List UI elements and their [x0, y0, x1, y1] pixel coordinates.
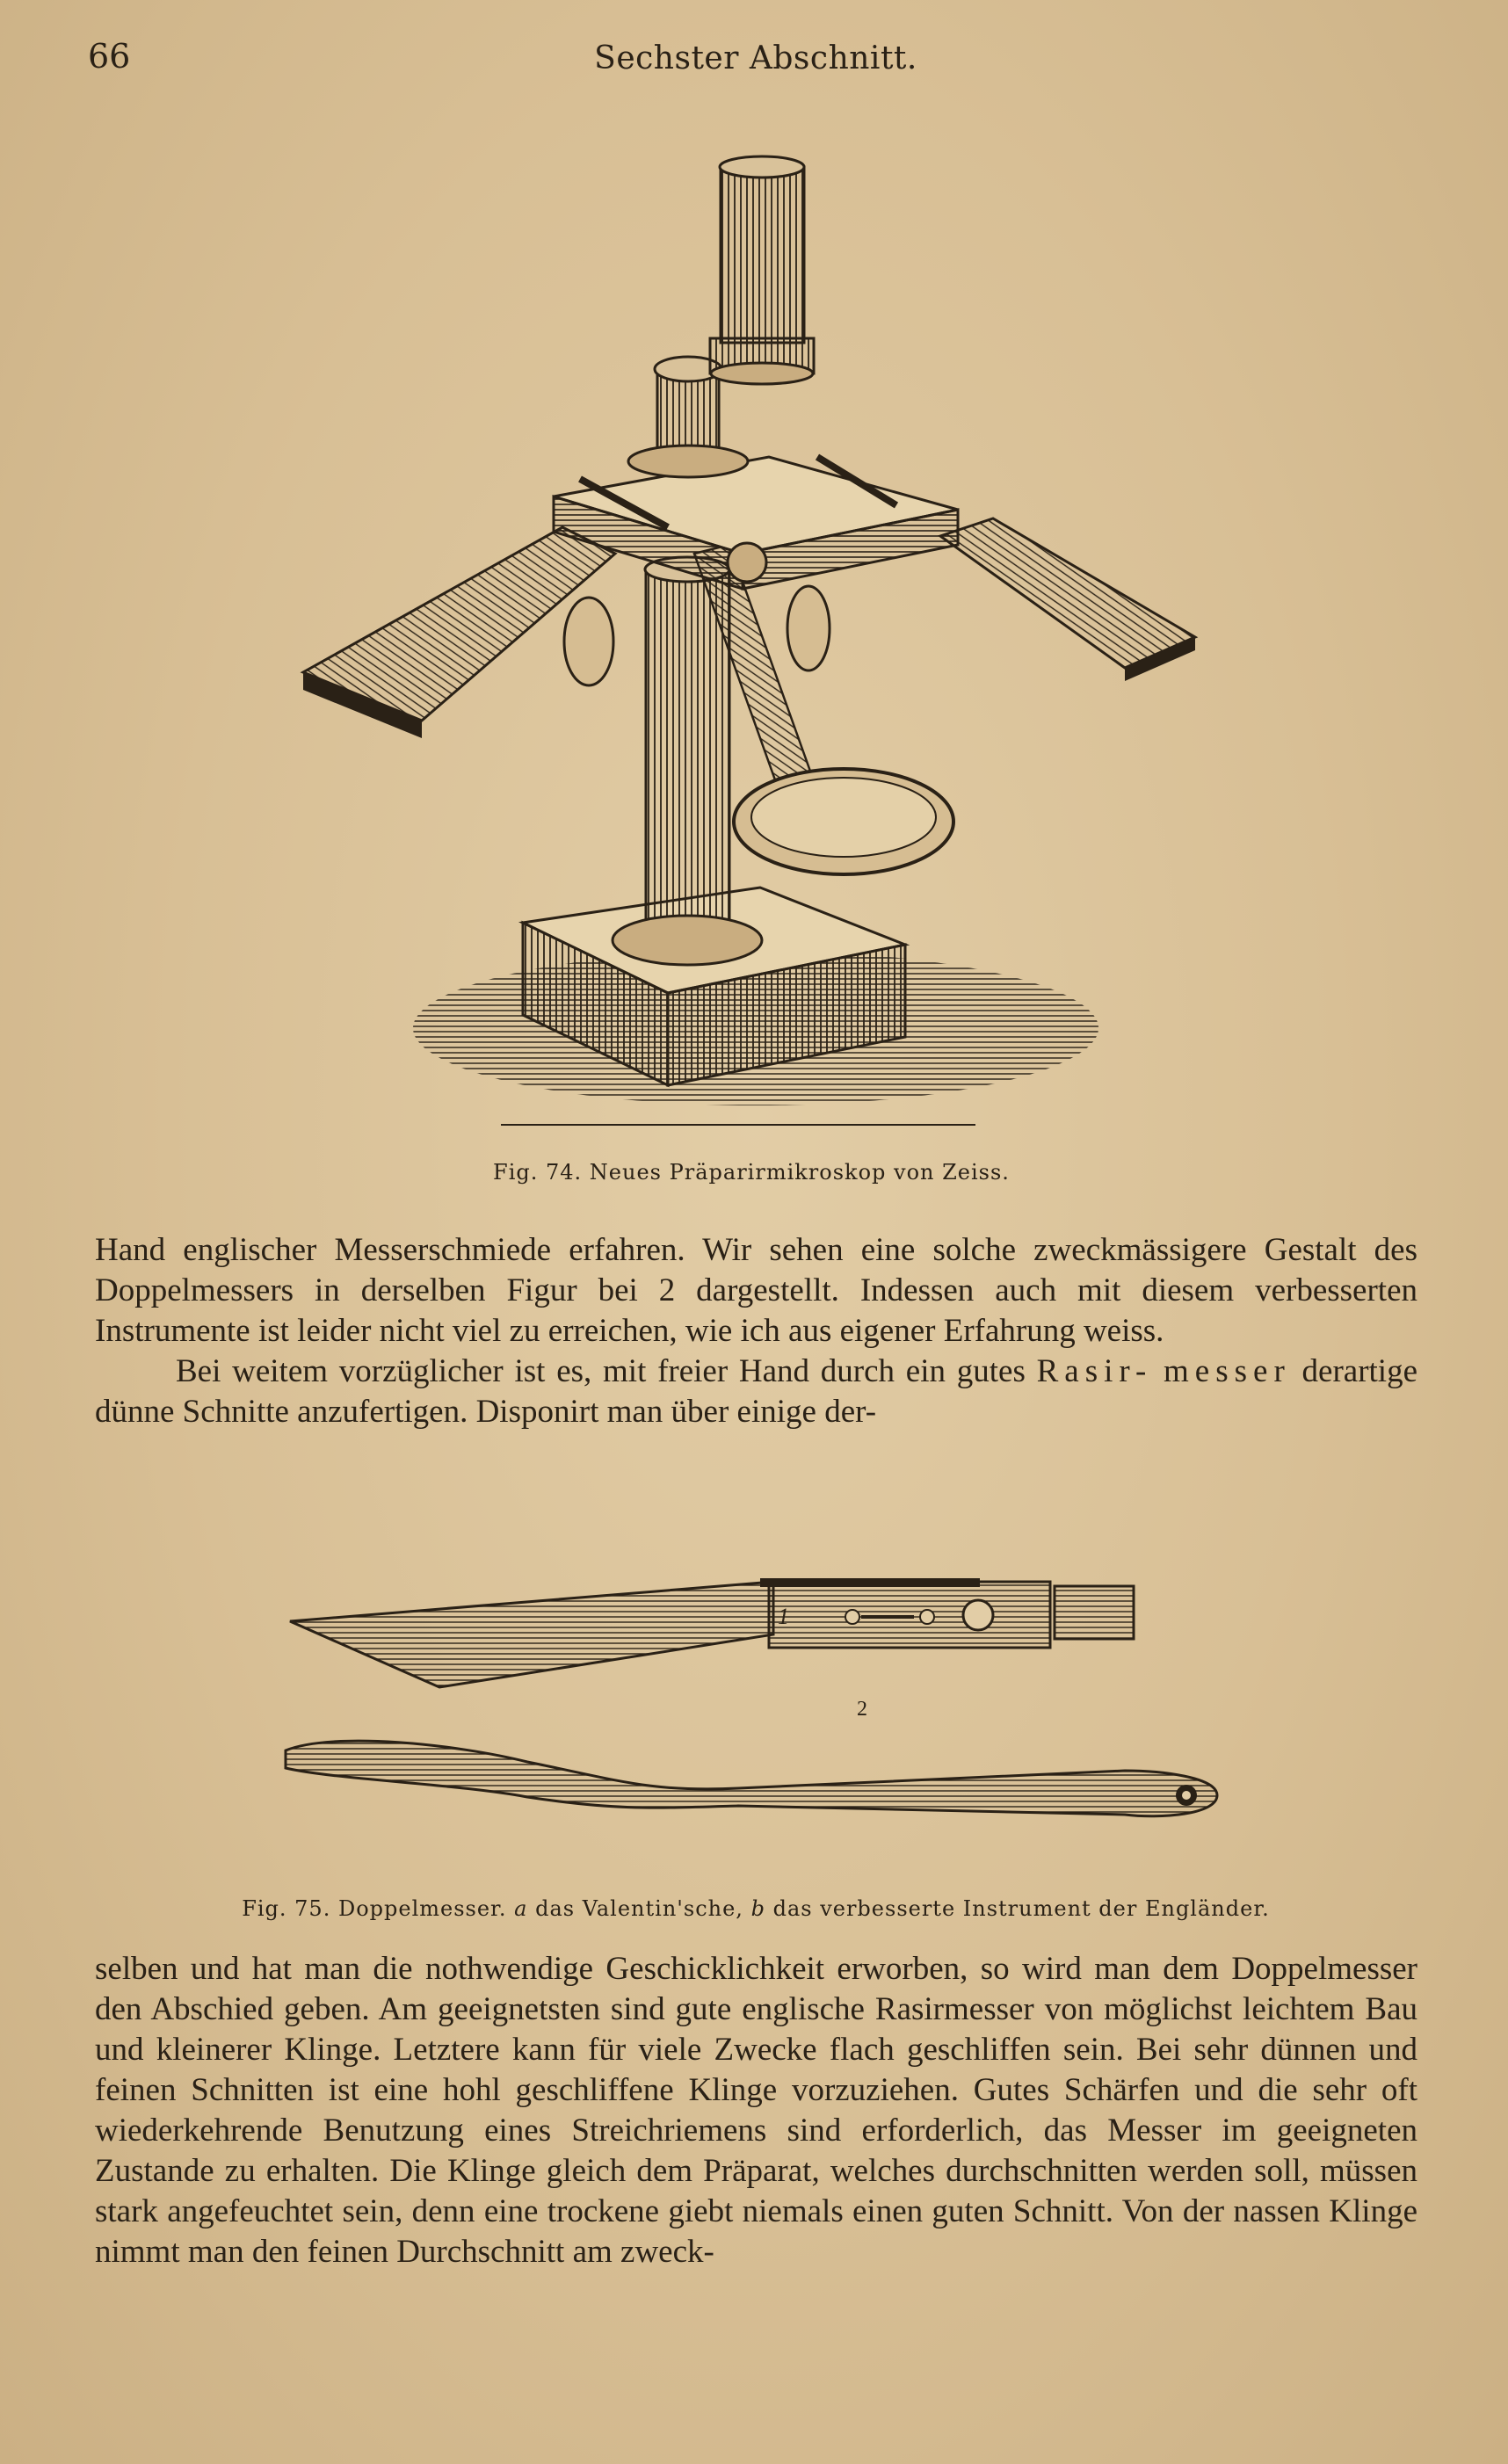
caption-letter-a: a — [514, 1896, 528, 1921]
text-line: mit diesem verbesserten Instrumente ist leider nicht viel zu erreichen, wie ich aus — [95, 1272, 1417, 1349]
text-segment: Bei weitem vorzüglicher ist es, mit freier Hand durch ein gutes — [176, 1353, 1026, 1389]
caption-letter-b: b — [750, 1896, 765, 1921]
mirror — [694, 545, 953, 874]
double-knife-illustration — [281, 1547, 1248, 1837]
figure-74-caption: Fig. 74. Neues Präparirmikroskop von Zeiss. — [493, 1160, 1010, 1185]
running-head: Sechster Abschnitt. — [594, 40, 917, 76]
text-line: Hand englischer Messerschmiede erfahren. Wir sehen eine solche zweckmässigere — [95, 1232, 1247, 1268]
text-line: eigener Erfahrung weiss. — [839, 1313, 1164, 1349]
knife-label-2: 2 — [857, 1698, 867, 1721]
figure-75-caption — [211, 1896, 1301, 1921]
valentin-knife — [290, 1578, 1134, 1687]
caption-a-text: das Valentin'sche, — [535, 1896, 743, 1921]
spaced-word: messer — [1164, 1353, 1291, 1389]
right-hand-rest — [940, 518, 1195, 681]
knife-label-1: 1 — [778, 1604, 789, 1629]
spaced-word: Rasir- — [1036, 1353, 1153, 1389]
eyepiece-tube — [710, 156, 814, 384]
caption-prefix: Fig. 75. Doppelmesser. — [242, 1896, 507, 1921]
caption-b-text: das verbesserte Instrument der Engländer. — [772, 1896, 1270, 1921]
text-line: Gestalt des Doppelmessers in derselben Figur bei 2 dargestellt. Indessen auch — [95, 1232, 1417, 1308]
microscope-illustration — [290, 149, 1213, 1142]
page-header — [88, 37, 1424, 90]
text-segment: derartige dünne Schnitte anzufertigen. Disponirt man über einige der- — [95, 1353, 1418, 1430]
english-knife — [286, 1741, 1217, 1816]
page-number: 66 — [88, 37, 131, 76]
text-block-1 — [95, 1230, 1417, 1432]
text-block-2: selben und hat man die nothwendige Geschicklichkeit erworben, so wird man dem Doppelmesser den Abschied geben. Am geeignetsten sind gute englische Rasirmesser von möglichst leichtem Bau und kleinerer Klinge. Letztere kann für viele Zwecke flach geschliffen sein. Bei sehr dünnen und feinen Schnitten ist eine hohl geschliffene Klinge vorzuziehen. Gutes Schärfen und die sehr oft wiederkehrende Benutzung eines Streichriemens sind erforderlich, das Messer im geeigneten Zustande zu erhalten. Die Klinge gleich dem Präparat, welches durchschnitten werden soll, müssen stark angefeuchtet sein, denn eine trockene giebt niemals einen guten Schnitt. Von der nassen Klinge nimmt man den feinen Durchschnitt am zweck- — [95, 1951, 1417, 2270]
